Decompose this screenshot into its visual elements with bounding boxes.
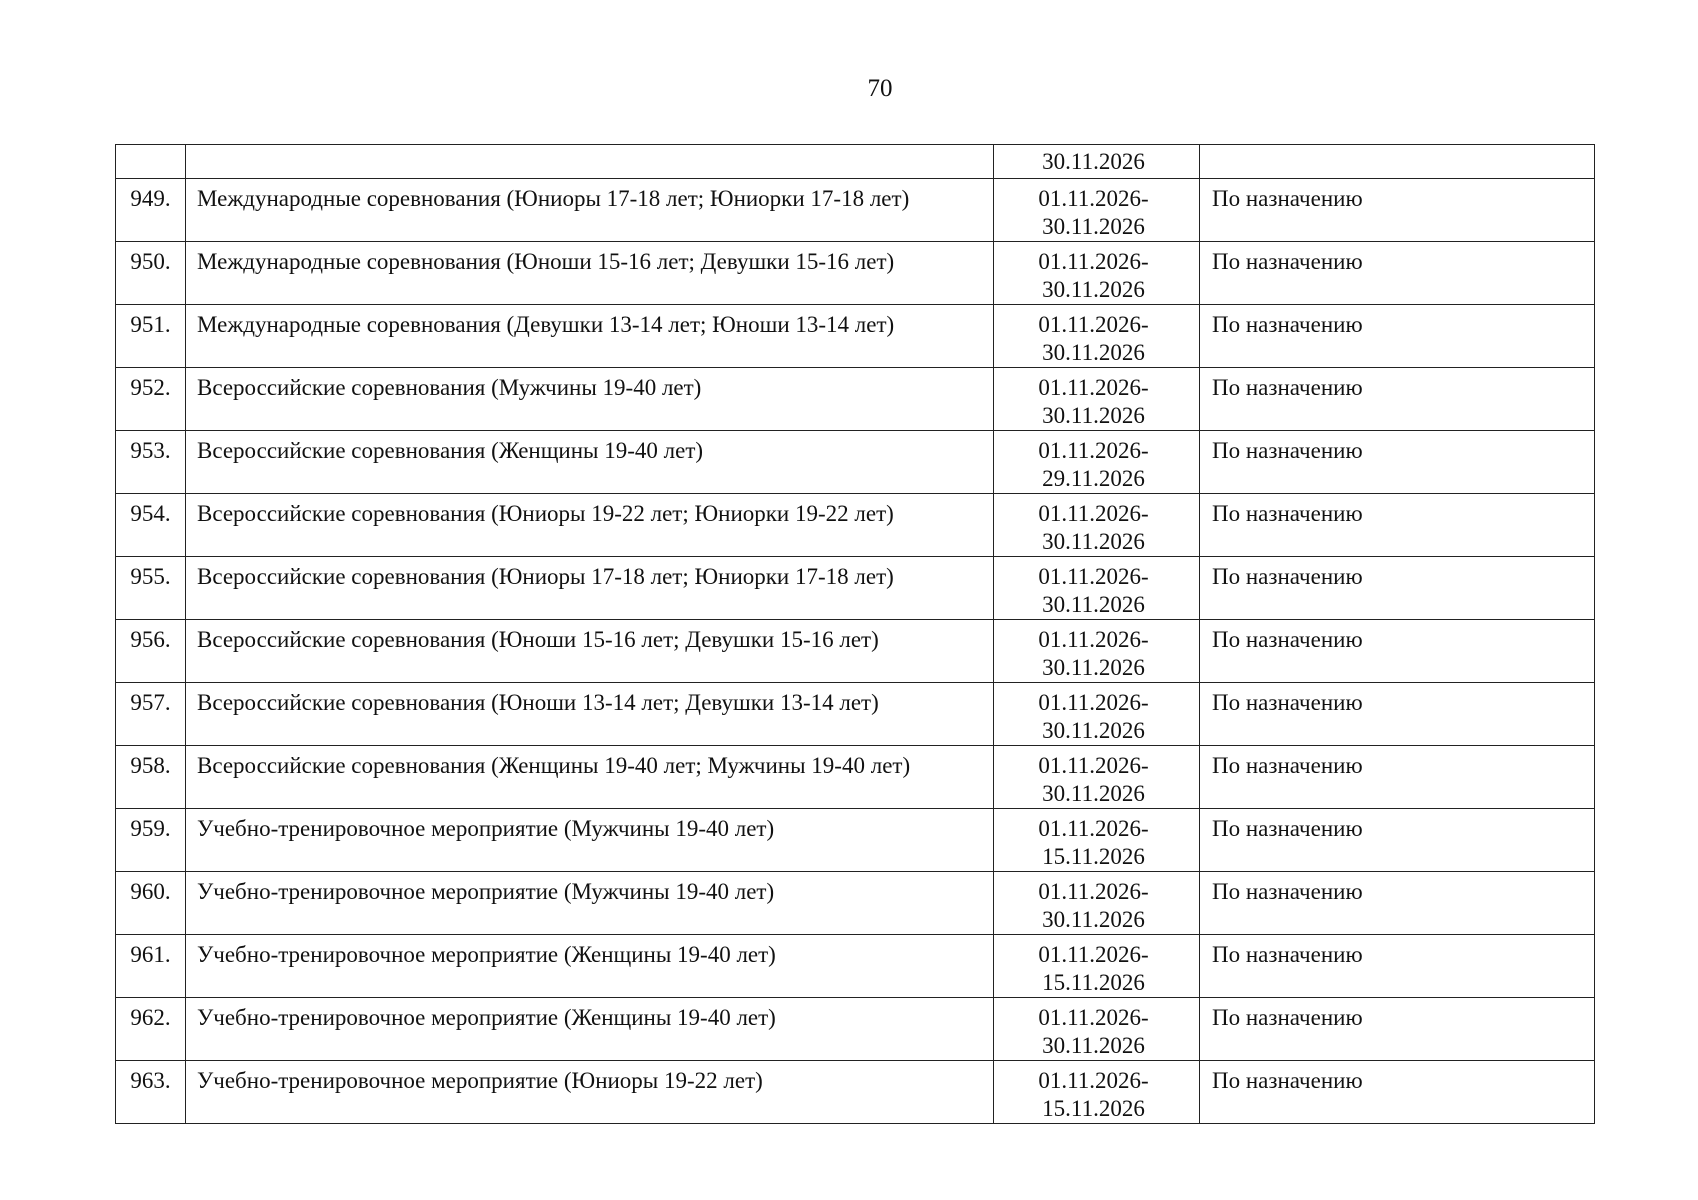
event-date-cell [994,431,1200,494]
event-date-cell [994,179,1200,242]
table-row-continuation [116,145,1595,179]
date-start: 01.11.2026- [1038,375,1149,400]
event-place-cell: По назначению [1200,872,1595,935]
date-start: 01.11.2026- [1038,942,1149,967]
event-date-cell [994,998,1200,1061]
date-start: 01.11.2026- [1038,753,1149,778]
event-name-cell: Учебно-тренировочное мероприятие (Юниоры 19-22 лет) [186,1061,994,1124]
row-number-cell: 958. [116,746,186,809]
event-place-cell: По назначению [1200,746,1595,809]
row-number-cell: 954. [116,494,186,557]
event-date-cell [994,305,1200,368]
date-end: 30.11.2026 [1042,907,1145,932]
event-name-cell: Всероссийские соревнования (Юниоры 19-22 лет; Юниорки 19-22 лет) [186,494,994,557]
row-number-cell: 962. [116,998,186,1061]
event-place-cell: По назначению [1200,368,1595,431]
table-row [116,1061,1595,1124]
event-place-cell: По назначению [1200,305,1595,368]
event-date-cell [994,145,1200,179]
date-end: 30.11.2026 [1042,1033,1145,1058]
event-name-cell: Всероссийские соревнования (Женщины 19-40 лет; Мужчины 19-40 лет) [186,746,994,809]
date-start: 01.11.2026- [1038,627,1149,652]
event-date-cell [994,746,1200,809]
event-date-cell [994,872,1200,935]
row-number-cell: 963. [116,1061,186,1124]
row-number-cell: 950. [116,242,186,305]
row-number-cell: 953. [116,431,186,494]
table-row [116,746,1595,809]
event-place-cell: По назначению [1200,935,1595,998]
date-end: 15.11.2026 [1042,970,1145,995]
date-end: 30.11.2026 [1042,718,1145,743]
event-date-cell [994,242,1200,305]
date-start: 01.11.2026- [1038,312,1149,337]
date-end: 15.11.2026 [1042,1096,1145,1121]
event-name-cell: Всероссийские соревнования (Юноши 15-16 лет; Девушки 15-16 лет) [186,620,994,683]
date-end: 15.11.2026 [1042,844,1145,869]
table-row [116,809,1595,872]
date-end: 30.11.2026 [1042,781,1145,806]
date-end: 30.11.2026 [1042,214,1145,239]
event-date-cell [994,557,1200,620]
table-row [116,431,1595,494]
date-end: 30.11.2026 [1042,529,1145,554]
date-end: 30.11.2026 [1042,592,1145,617]
event-date-cell [994,368,1200,431]
table-row [116,242,1595,305]
table-row [116,935,1595,998]
row-number-cell: 961. [116,935,186,998]
date-end: 30.11.2026 [1042,340,1145,365]
event-name-cell [186,145,994,179]
row-number-cell: 960. [116,872,186,935]
row-number-cell [116,145,186,179]
event-name-cell: Международные соревнования (Девушки 13-14 лет; Юноши 13-14 лет) [186,305,994,368]
table-row [116,998,1595,1061]
date-start: 01.11.2026- [1038,501,1149,526]
date-start: 01.11.2026- [1038,438,1149,463]
table-row [116,620,1595,683]
date-start: 01.11.2026- [1038,1005,1149,1030]
event-name-cell: Всероссийские соревнования (Юниоры 17-18 лет; Юниорки 17-18 лет) [186,557,994,620]
row-number-cell: 956. [116,620,186,683]
date-start: 01.11.2026- [1038,879,1149,904]
event-name-cell: Всероссийские соревнования (Женщины 19-40 лет) [186,431,994,494]
row-number-cell: 952. [116,368,186,431]
event-place-cell: По назначению [1200,1061,1595,1124]
date-end: 29.11.2026 [1042,466,1145,491]
event-date-cell [994,809,1200,872]
event-place-cell: По назначению [1200,179,1595,242]
event-name-cell: Всероссийские соревнования (Мужчины 19-40 лет) [186,368,994,431]
table-row [116,494,1595,557]
event-place-cell: По назначению [1200,809,1595,872]
row-number-cell: 957. [116,683,186,746]
event-place-cell: По назначению [1200,557,1595,620]
event-place-cell: По назначению [1200,431,1595,494]
row-number-cell: 959. [116,809,186,872]
date-end: 30.11.2026 [1042,149,1145,174]
event-place-cell: По назначению [1200,998,1595,1061]
date-start: 01.11.2026- [1038,186,1149,211]
event-date-cell [994,494,1200,557]
table-row [116,872,1595,935]
event-name-cell: Международные соревнования (Юноши 15-16 лет; Девушки 15-16 лет) [186,242,994,305]
event-name-cell: Международные соревнования (Юниоры 17-18 лет; Юниорки 17-18 лет) [186,179,994,242]
date-end: 30.11.2026 [1042,403,1145,428]
event-place-cell: По назначению [1200,620,1595,683]
table-row [116,683,1595,746]
event-place-cell [1200,145,1595,179]
table-row [116,179,1595,242]
events-table [115,144,1595,1124]
event-date-cell [994,620,1200,683]
table-row [116,305,1595,368]
event-date-cell [994,935,1200,998]
event-name-cell: Учебно-тренировочное мероприятие (Мужчины 19-40 лет) [186,872,994,935]
date-start: 01.11.2026- [1038,816,1149,841]
date-end: 30.11.2026 [1042,655,1145,680]
events-table-body [116,145,1595,1124]
date-start: 01.11.2026- [1038,690,1149,715]
event-place-cell: По назначению [1200,683,1595,746]
event-name-cell: Учебно-тренировочное мероприятие (Женщины 19-40 лет) [186,998,994,1061]
row-number-cell: 951. [116,305,186,368]
event-place-cell: По назначению [1200,494,1595,557]
event-place-cell: По назначению [1200,242,1595,305]
table-row [116,368,1595,431]
event-name-cell: Всероссийские соревнования (Юноши 13-14 лет; Девушки 13-14 лет) [186,683,994,746]
event-date-cell [994,683,1200,746]
date-start: 01.11.2026- [1038,1068,1149,1093]
row-number-cell: 955. [116,557,186,620]
date-start: 01.11.2026- [1038,564,1149,589]
page-number: 70 [867,75,893,102]
date-end: 30.11.2026 [1042,277,1145,302]
event-name-cell: Учебно-тренировочное мероприятие (Женщины 19-40 лет) [186,935,994,998]
row-number-cell: 949. [116,179,186,242]
event-name-cell: Учебно-тренировочное мероприятие (Мужчины 19-40 лет) [186,809,994,872]
event-date-cell [994,1061,1200,1124]
table-row [116,557,1595,620]
date-start: 01.11.2026- [1038,249,1149,274]
